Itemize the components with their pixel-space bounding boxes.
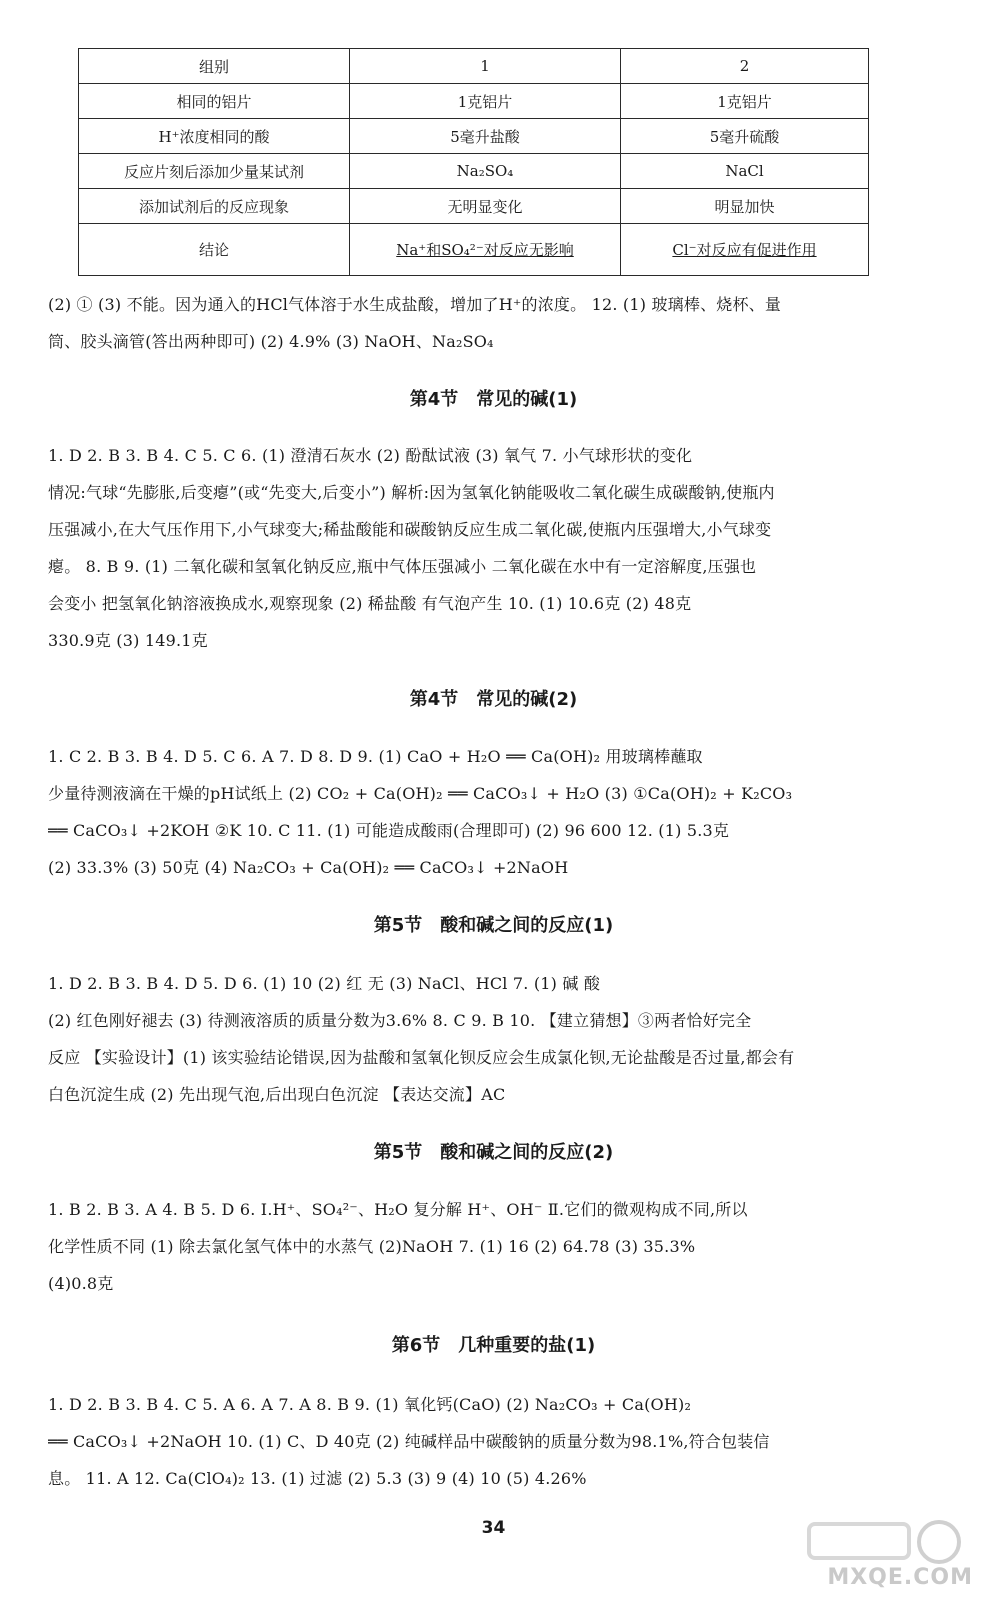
page-number: 34 xyxy=(481,1518,506,1538)
table-cell: 组别 xyxy=(79,49,350,84)
table-cell: 结论 xyxy=(79,224,350,276)
table-cell: 1 xyxy=(350,49,621,84)
table-cell: NaCl xyxy=(621,154,869,189)
table-cell: Cl⁻对反应有促进作用 xyxy=(621,224,869,276)
table-row xyxy=(79,84,869,119)
text-line: 白色沉淀生成 (2) 先出现气泡,后出现白色沉淀 【表达交流】AC xyxy=(48,1085,506,1104)
table-cell: 反应片刻后添加少量某试剂 xyxy=(79,154,350,189)
section-answers xyxy=(48,738,908,886)
text-line: 压强减小,在大气压作用下,小气球变大;稀盐酸能和碳酸钠反应生成二氧化碳,使瓶内压强增大,小气球变 xyxy=(48,520,772,539)
experiment-table xyxy=(78,48,869,276)
text-line: 1. C 2. B 3. B 4. D 5. C 6. A 7. D 8. D 9. (1) CaO + H₂O ══ Ca(OH)₂ 用玻璃棒蘸取 xyxy=(48,747,703,766)
table-cell: 5毫升硫酸 xyxy=(621,119,869,154)
section-title: 第4节 常见的碱(2) xyxy=(409,689,578,710)
table-row xyxy=(79,189,869,224)
section-title: 第6节 几种重要的盐(1) xyxy=(391,1335,596,1356)
table-cell: Na⁺和SO₄²⁻对反应无影响 xyxy=(350,224,621,276)
text-line: 化学性质不同 (1) 除去氯化氢气体中的水蒸气 (2)NaOH 7. (1) 16 (2) 64.78 (3) 35.3% xyxy=(48,1237,696,1256)
table-row xyxy=(79,224,869,276)
table-cell: H⁺浓度相同的酸 xyxy=(79,119,350,154)
text-line: 1. D 2. B 3. B 4. D 5. D 6. (1) 10 (2) 红 无 (3) NaCl、HCl 7. (1) 碱 酸 xyxy=(48,974,601,993)
table-header-row xyxy=(79,49,869,84)
table-cell: 添加试剂后的反应现象 xyxy=(79,189,350,224)
text-line: 瘪。 8. B 9. (1) 二氧化碳和氢氧化钠反应,瓶中气体压强减小 二氧化碳在水中有一定溶解度,压强也 xyxy=(48,557,757,576)
section-answers xyxy=(48,965,908,1113)
text-line: ══ CaCO₃↓ +2KOH ②K 10. C 11. (1) 可能造成酸雨(合理即可) (2) 96 600 12. (1) 5.3克 xyxy=(48,821,730,840)
section-answers xyxy=(48,1191,908,1302)
table-cell: 5毫升盐酸 xyxy=(350,119,621,154)
text-line: (2) 红色刚好褪去 (3) 待测液溶质的质量分数为3.6% 8. C 9. B 10. 【建立猜想】③两者恰好完全 xyxy=(48,1011,752,1030)
table-cell: 无明显变化 xyxy=(350,189,621,224)
text-line: 息。 11. A 12. Ca(ClO₄)₂ 13. (1) 过滤 (2) 5.3 (3) 9 (4) 10 (5) 4.26% xyxy=(48,1469,587,1488)
text-line: 筒、胶头滴管(答出两种即可) (2) 4.9% (3) NaOH、Na₂SO₄ xyxy=(48,332,494,351)
section-answers xyxy=(48,1386,908,1497)
text-line: 1. D 2. B 3. B 4. C 5. A 6. A 7. A 8. B 9. (1) 氧化钙(CaO) (2) Na₂CO₃ + Ca(OH)₂ xyxy=(48,1395,692,1414)
text-line: 情况:气球“先膨胀,后变瘪”(或“先变大,后变小”) 解析:因为氢氧化钠能吸收二氧化碳生成碳酸钠,使瓶内 xyxy=(48,483,775,502)
text-line: (2) 33.3% (3) 50克 (4) Na₂CO₃ + Ca(OH)₂ ══ CaCO₃↓ +2NaOH xyxy=(48,858,569,877)
section-title: 第4节 常见的碱(1) xyxy=(409,389,578,410)
table-cell: Na₂SO₄ xyxy=(350,154,621,189)
section-title: 第5节 酸和碱之间的反应(2) xyxy=(373,1142,614,1163)
table-cell: 相同的铝片 xyxy=(79,84,350,119)
text-line: (2) ① (3) 不能。因为通入的HCl气体溶于水生成盐酸，增加了H⁺的浓度。 12. (1) 玻璃棒、烧杯、量 xyxy=(48,295,782,314)
watermark-text: MXQE.COM xyxy=(827,1565,973,1590)
table-cell: 1克铝片 xyxy=(621,84,869,119)
table-cell: 1克铝片 xyxy=(350,84,621,119)
table-row xyxy=(79,154,869,189)
text-line: 1. B 2. B 3. A 4. B 5. D 6. Ⅰ.H⁺、SO₄²⁻、H₂O 复分解 H⁺、OH⁻ Ⅱ.它们的微观构成不同,所以 xyxy=(48,1200,748,1219)
table-row xyxy=(79,119,869,154)
text-line: 330.9克 (3) 149.1克 xyxy=(48,631,208,650)
text-line: 1. D 2. B 3. B 4. C 5. C 6. (1) 澄清石灰水 (2) 酚酞试液 (3) 氧气 7. 小气球形状的变化 xyxy=(48,446,693,465)
table-cell: 2 xyxy=(621,49,869,84)
intro-paragraph xyxy=(48,286,908,360)
text-line: ══ CaCO₃↓ +2NaOH 10. (1) C、D 40克 (2) 纯碱样品中碳酸钠的质量分数为98.1%,符合包装信 xyxy=(48,1432,770,1451)
section-title: 第5节 酸和碱之间的反应(1) xyxy=(373,915,614,936)
text-line: 反应 【实验设计】(1) 该实验结论错误,因为盐酸和氢氧化钡反应会生成氯化钡,无论盐酸是否过量,都会有 xyxy=(48,1048,795,1067)
text-line: (4)0.8克 xyxy=(48,1274,114,1293)
section-answers xyxy=(48,437,908,659)
text-line: 会变小 把氢氧化钠溶液换成水,观察现象 (2) 稀盐酸 有气泡产生 10. (1) 10.6克 (2) 48克 xyxy=(48,594,692,613)
text-line: 少量待测液滴在干燥的pH试纸上 (2) CO₂ + Ca(OH)₂ ══ CaCO₃↓ + H₂O (3) ①Ca(OH)₂ + K₂CO₃ xyxy=(48,784,793,803)
table-cell: 明显加快 xyxy=(621,189,869,224)
